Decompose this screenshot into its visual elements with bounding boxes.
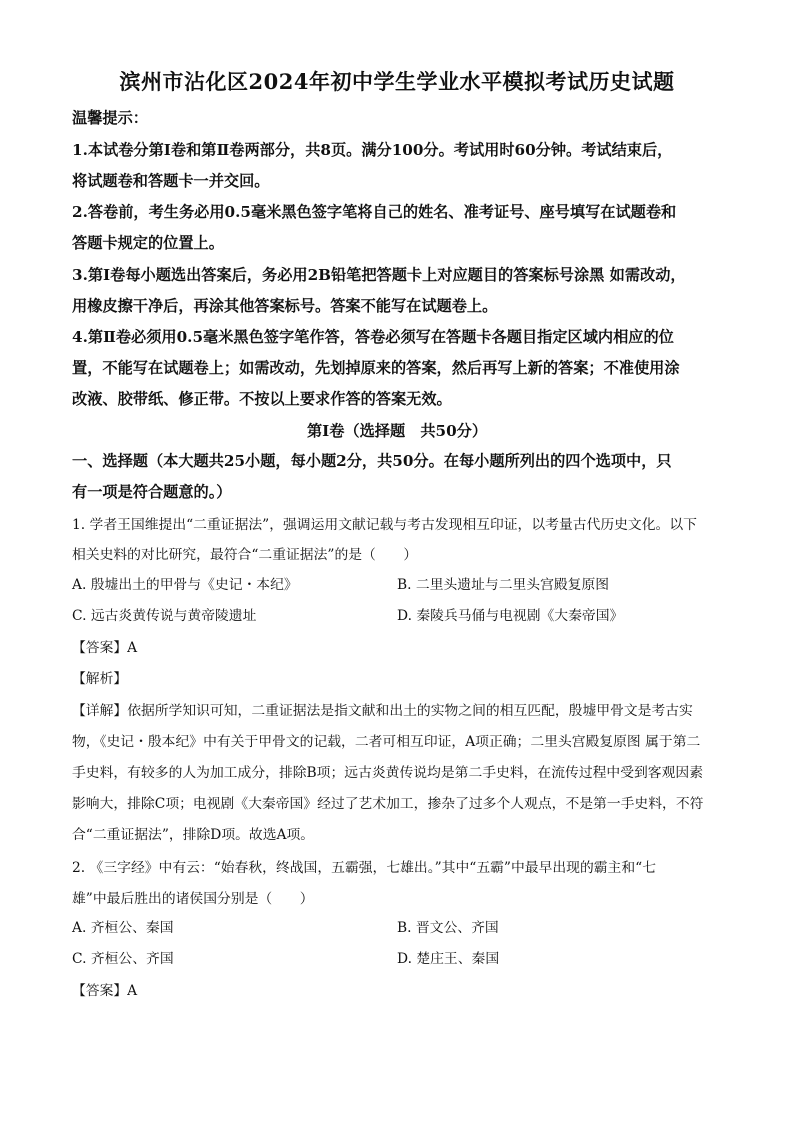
notice-item-4-line-1: 4.第Ⅱ卷必须用0.5毫米黑色签字笔作答，答卷必须写在答题卡各题目指定区域内相应的位 <box>72 328 674 346</box>
q1-stem-line-1: 1. 学者王国维提出“二重证据法”，强调运用文献记载与考古发现相互印证，以考量古代历史文化。以下 <box>72 517 697 533</box>
q2-option-d: D. 楚庄王、秦国 <box>397 951 500 967</box>
notice-heading: 温馨提示： <box>72 109 148 127</box>
q1-stem-line-2: 相关史料的对比研究，最符合“二重证据法”的是（ ） <box>72 547 418 563</box>
section-instruction-line-1: 一、选择题（本大题共25小题，每小题2分，共50分。在每小题所列出的四个选项中，只 <box>72 452 672 470</box>
q1-detail-text-1: 依据所学知识可知，二重证据法是指文献和出土的实物之间的相互匹配，殷墟甲骨文是考古实 <box>127 703 693 719</box>
q2-stem-line-2: 雄”中最后胜出的诸侯国分别是（ ） <box>72 891 314 907</box>
q2-answer: 【答案】A <box>72 983 138 999</box>
section-title: 第Ⅰ卷（选择题 共50分） <box>306 422 488 440</box>
q1-option-a: A. 殷墟出土的甲骨与《史记・本纪》 <box>72 577 298 593</box>
q1-detail-line-2: 物，《史记・殷本纪》中有关于甲骨文的记载，二者可相互印证，A项正确；二里头宫殿复原图 属于第二 <box>72 734 701 750</box>
q2-option-b: B. 晋文公、齐国 <box>397 920 499 936</box>
q1-detail-line-5: 合“二重证据法”，排除D项。故选A项。 <box>72 827 315 843</box>
notice-item-1-line-1: 1.本试卷分第Ⅰ卷和第Ⅱ卷两部分，共8页。满分100分。考试用时60分钟。考试结束后， <box>72 141 673 159</box>
q2-option-c: C. 齐桓公、齐国 <box>72 951 174 967</box>
page-title: 滨州市沾化区2024年初中学生学业水平模拟考试历史试题 <box>119 69 675 94</box>
section-instruction-line-2: 有一项是符合题意的。） <box>72 483 232 501</box>
q1-option-b: B. 二里头遗址与二里头宫殿复原图 <box>397 577 610 593</box>
notice-item-3-line-1: 3.第Ⅰ卷每小题选出答案后，务必用2B铅笔把答题卡上对应题目的答案标号涂黑 如需改动， <box>72 266 686 284</box>
q1-detail-line-3: 手史料，有较多的人为加工成分，排除B项；远古炎黄传说均是第二手史料，在流传过程中受到客观因素 <box>72 765 703 781</box>
notice-item-1-line-2: 将试题卷和答题卡一并交回。 <box>72 172 270 190</box>
q1-detail-line-1 <box>72 696 722 727</box>
q1-option-c: C. 远古炎黄传说与黄帝陵遗址 <box>72 608 257 624</box>
q1-detail-tag: 【详解】 <box>72 703 128 719</box>
q1-detail-line-4: 影响大，排除C项；电视剧《大秦帝国》经过了艺术加工，掺杂了过多个人观点，不是第一手史料，不符 <box>72 796 704 812</box>
q2-stem-line-1: 2. 《三字经》中有云：“始春秋，终战国，五霸强，七雄出。”其中“五霸”中最早出现的霸主和“七 <box>72 860 656 876</box>
notice-item-2-line-1: 2.答卷前，考生务必用0.5毫米黑色签字笔将自己的姓名、准考证号、座号填写在试题卷和 <box>72 203 677 221</box>
notice-item-4-line-3: 改液、胶带纸、修正带。不按以上要求作答的答案无效。 <box>72 390 452 408</box>
q1-option-d: D. 秦陵兵马俑与电视剧《大秦帝国》 <box>397 608 624 624</box>
q1-analysis-tag: 【解析】 <box>72 671 128 687</box>
notice-item-2-line-2: 答题卡规定的位置上。 <box>72 234 224 252</box>
q2-option-a: A. 齐桓公、秦国 <box>72 920 174 936</box>
q1-answer: 【答案】A <box>72 640 138 656</box>
notice-item-4-line-2: 置，不能写在试题卷上；如需改动，先划掉原来的答案，然后再写上新的答案；不准使用涂 <box>72 359 680 377</box>
notice-item-3-line-2: 用橡皮擦干净后，再涂其他答案标号。答案不能写在试题卷上。 <box>72 297 498 315</box>
